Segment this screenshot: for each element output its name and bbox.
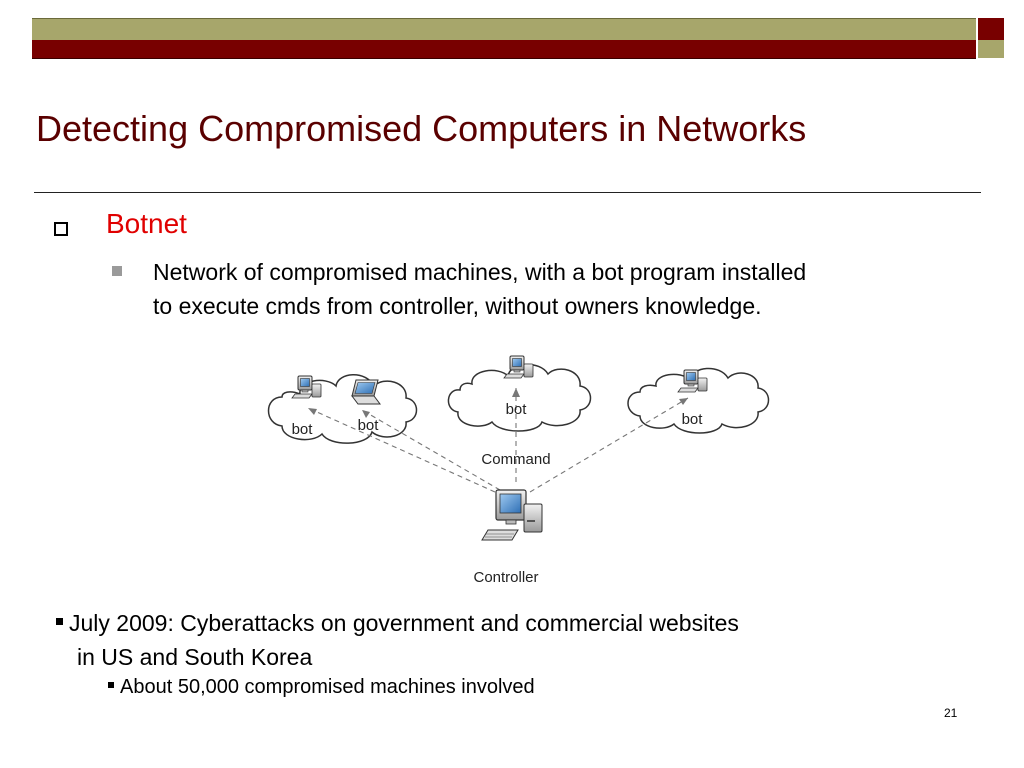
header-square-red [978, 18, 1004, 40]
botnet-definition-line-1: Network of compromised machines, with a bot program installed [153, 259, 807, 285]
grey-square-bullet-icon [112, 266, 122, 276]
controller-computer-icon [482, 490, 542, 540]
header-square-olive [978, 40, 1004, 58]
botnet-definition-line-2: to execute cmds from controller, without owners knowledge. [153, 293, 762, 319]
botnet-definition [153, 255, 983, 323]
july-2009-line-1: July 2009: Cyberattacks on government and commercial websites [69, 610, 739, 636]
square-bullet-icon [108, 682, 114, 688]
hollow-square-bullet-icon [54, 222, 68, 236]
bot-label: bot [357, 417, 379, 434]
compromised-count-text: About 50,000 compromised machines involved [120, 676, 535, 698]
bullet-compromised-count [108, 676, 535, 699]
header-band-red [32, 40, 976, 59]
controller-label: Controller [473, 569, 539, 586]
bullet-botnet: Botnet [106, 208, 187, 239]
header-band-olive [32, 18, 976, 41]
bot-desktop-icon [292, 376, 321, 398]
title-divider [34, 192, 981, 193]
bot-desktop-icon [504, 356, 533, 378]
bot-label: bot [291, 421, 313, 438]
square-bullet-icon [56, 618, 63, 625]
slide-number: 21 [944, 706, 958, 720]
command-label: Command [481, 451, 551, 468]
bullet-july-2009 [56, 606, 739, 674]
july-2009-line-2: in US and South Korea [77, 644, 313, 670]
botnet-diagram [260, 352, 780, 592]
bot-label: bot [681, 411, 703, 428]
slide-title: Detecting Compromised Computers in Networks [36, 108, 807, 149]
bot-label: bot [505, 401, 527, 418]
